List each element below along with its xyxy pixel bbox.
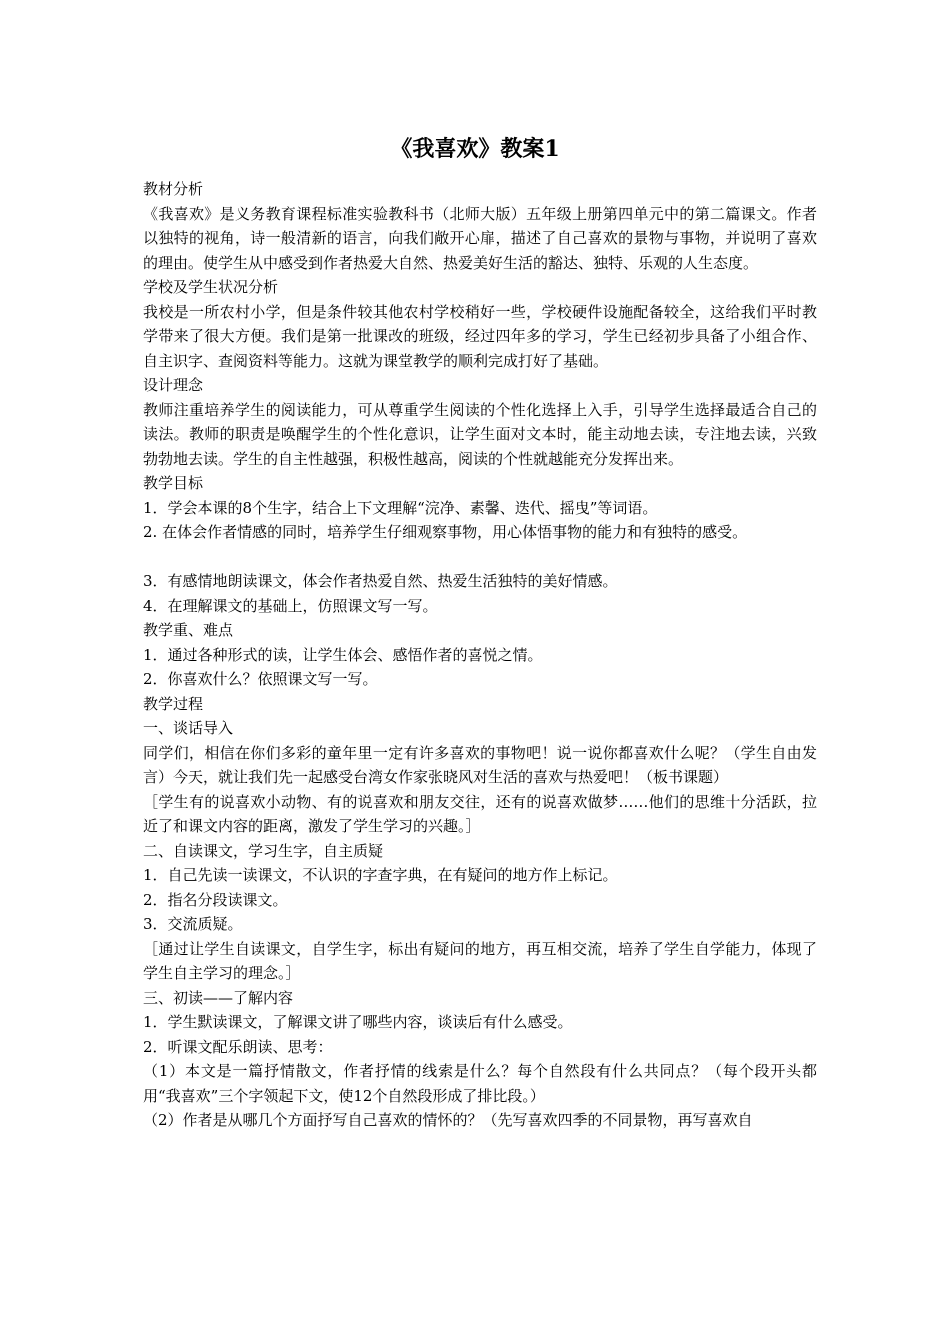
document-title: 《我喜欢》教案1 [390,136,560,162]
section-3-question-2: （2）作者是从哪几个方面抒写自己喜欢的情怀的？（先写喜欢四季的不同景物，再写喜欢自 [143,1111,753,1129]
heading-design-concept: 设计理念 [143,376,204,394]
section-2-item-3: 3．交流质疑。 [143,915,243,933]
section-3-item-1: 1．学生默读课文，了解课文讲了哪些内容，谈读后有什么感受。 [143,1013,573,1031]
blank-line [143,545,817,570]
section-1-paragraph: 同学们，相信在你们多彩的童年里一定有许多喜欢的事物吧！说一说你都喜欢什么呢？（学生自由发言）今天，就让我们先一起感受台湾女作家张晓风对生活的喜欢与热爱吧！（板书课题） [143,743,817,786]
heading-teaching-process: 教学过程 [143,694,204,713]
goal-item-3: 3．有感情地朗读课文，体会作者热爱自然、热爱生活独特的美好情感。 [143,572,618,590]
section-2-item-1: 1．自己先读一读课文，不认识的字查字典，在有疑问的地方作上标记。 [143,866,618,884]
section-2-item-2: 2．指名分段读课文。 [143,890,288,909]
paragraph-design-concept: 教师注重培养学生的阅读能力，可从尊重学生阅读的个性化选择上入手，引导学生选择最适合自己的读法。教师的职责是唤醒学生的个性化意识，让学生面对文本时，能主动地去读，专注地去读，兴致勃勃地去读。学生的自主性越强，积极性越高，阅读的个性就越能充分发挥出来。 [143,400,817,468]
paragraph-school-analysis: 我校是一所农村小学，但是条件较其他农村学校稍好一些，学校硬件设施配备较全，这给我们平时教学带来了很大方便。我们是第一批课改的班级，经过四年多的学习，学生已经初步具备了小组合作、自主识字、查阅资料等能力。这就为课堂教学的顺利完成打好了基础。 [143,302,817,370]
section-2-note: ［通过让学生自读课文，自学生字，标出有疑问的地方，再互相交流，培养了学生自学能力，体现了学生自主学习的理念。］ [143,939,817,982]
heading-school-analysis: 学校及学生状况分析 [143,278,279,296]
section-1-heading: 一、谈话导入 [143,719,234,737]
goal-item-4: 4．在理解课文的基础上，仿照课文写一写。 [143,596,438,615]
section-1-note: ［学生有的说喜欢小动物、有的说喜欢和朋友交往，还有的说喜欢做梦……他们的思维十分活跃，拉近了和课文内容的距离，激发了学生学习的兴趣。］ [143,792,817,835]
document-body [143,177,817,1133]
heading-textbook-analysis: 教材分析 [143,180,204,198]
section-3-question-1: （1）本文是一篇抒情散文，作者抒情的线索是什么？每个自然段有什么共同点？（每个段开头都用“我喜欢”三个字领起下文，使12个自然段形成了排比段。） [143,1062,817,1105]
paragraph-textbook-analysis: 《我喜欢》是义务教育课程标准实验教科书（北师大版）五年级上册第四单元中的第二篇课文。作者以独特的视角，诗一般清新的语言，向我们敞开心扉，描述了自己喜欢的景物与事物，并说明了喜欢的理由。使学生从中感受到作者热爱大自然、热爱美好生活的豁达、独特、乐观的人生态度。 [143,204,817,272]
goal-item-1: 1．学会本课的8个生字，结合上下文理解“浣净、素馨、迭代、摇曳”等词语。 [143,498,658,517]
section-3-item-2: 2．听课文配乐朗读、思考： [143,1037,333,1056]
heading-teaching-goals: 教学目标 [143,474,204,492]
goal-item-2: 2. 在体会作者情感的同时，培养学生仔细观察事物，用心体悟事物的能力和有独特的感受。 [143,523,748,541]
heading-key-points: 教学重、难点 [143,621,234,639]
section-2-heading: 二、自读课文，学习生字，自主质疑 [143,841,384,860]
key-point-2: 2．你喜欢什么？依照课文写一写。 [143,670,378,688]
section-3-heading: 三、初读——了解内容 [143,988,294,1007]
key-point-1: 1．通过各种形式的读，让学生体会、感悟作者的喜悦之情。 [143,645,543,664]
